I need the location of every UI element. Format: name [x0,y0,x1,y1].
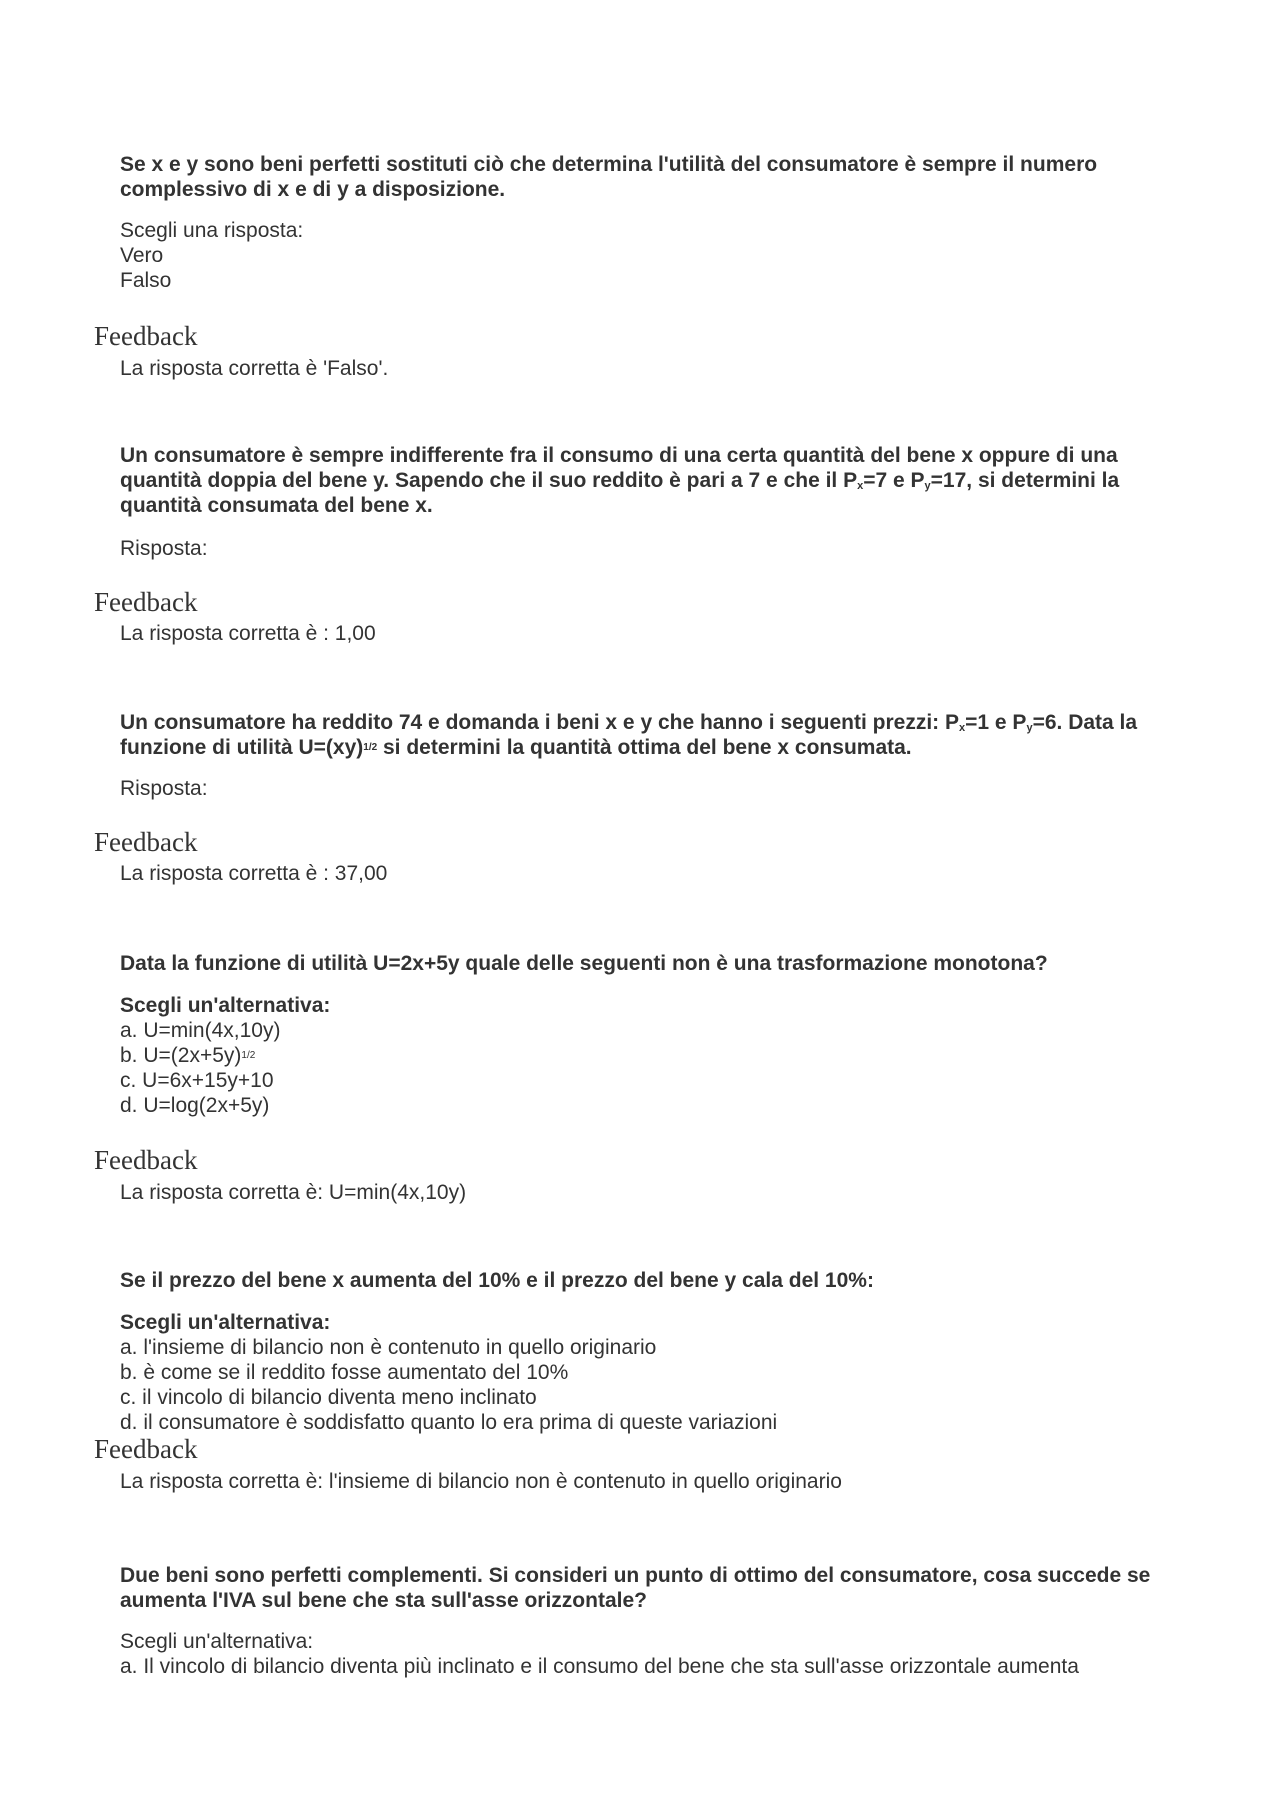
feedback-text: La risposta corretta è: U=min(4x,10y) [120,1181,467,1204]
feedback-title: Feedback [94,1145,198,1175]
answer-prompt: Risposta: [120,537,208,560]
feedback-title: Feedback [94,321,198,351]
answer-prompt: Scegli un'alternativa: [120,1311,331,1334]
option-b[interactable]: b. è come se il reddito fosse aumentato del 10% [120,1361,569,1384]
option-c[interactable]: c. U=6x+15y+10 [120,1069,274,1092]
feedback-text: La risposta corretta è : 1,00 [120,622,376,645]
question-text: Due beni sono perfetti complementi. Si consideri un punto di ottimo del consumatore, cosa succede se aumenta l'IVA sul bene che sta sull'asse orizzontale? [120,1564,1151,1612]
question-text: Un consumatore è sempre indifferente fra il consumo di una certa quantità del bene x oppure di una quantità doppia del bene y. Sapendo che il suo reddito è pari a 7 e che il $P_x=7$ e $P_y=17$, si determini la quantità consumata del bene x. [120,444,1120,517]
option-d[interactable]: d. il consumatore è soddisfatto quanto lo era prima di queste variazioni [120,1411,778,1434]
feedback-text: La risposta corretta è : 37,00 [120,862,388,885]
answer-prompt: Scegli un'alternativa: [120,994,331,1017]
question-text: Se il prezzo del bene x aumenta del 10% e il prezzo del bene y cala del 10%: [120,1269,874,1292]
feedback-text: La risposta corretta è 'Falso'. [120,357,389,380]
answer-prompt: Risposta: [120,777,208,800]
option-c[interactable]: c. il vincolo di bilancio diventa meno inclinato [120,1386,537,1409]
question-text: Un consumatore ha reddito 74 e domanda i beni x e y che hanno i seguenti prezzi: $P_x=1$ e $P_y=6$. Data la funzione di utilità U=(xy)$^{1/2}$ si determini la quantità ottima del bene x consumata. [120,711,1138,759]
option-falso[interactable]: Falso [120,269,172,292]
option-a[interactable]: a. l'insieme di bilancio non è contenuto in quello originario [120,1336,657,1359]
question-text: Se x e y sono beni perfetti sostituti ciò che determina l'utilità del consumatore è sempre il numero complessivo di x e di y a disposizione. [120,153,1098,201]
question-text: Data la funzione di utilità U=2x+5y quale delle seguenti non è una trasformazione monotona? [120,952,1048,975]
feedback-title: Feedback [94,1434,198,1464]
option-vero[interactable]: Vero [120,244,164,267]
feedback-title: Feedback [94,827,198,857]
option-a[interactable]: a. Il vincolo di bilancio diventa più inclinato e il consumo del bene che sta sull'asse orizzontale aumenta [120,1655,1079,1678]
option-b[interactable]: b. $U=(2x+5y)^{1/2}$ [120,1044,256,1067]
answer-prompt: Scegli una risposta: [120,219,304,242]
feedback-text: La risposta corretta è: l'insieme di bilancio non è contenuto in quello originario [120,1470,842,1493]
answer-prompt: Scegli un'alternativa: [120,1630,314,1653]
feedback-title: Feedback [94,587,198,617]
option-d[interactable]: d. U=log(2x+5y) [120,1094,270,1117]
option-a[interactable]: a. U=min(4x,10y) [120,1019,281,1042]
